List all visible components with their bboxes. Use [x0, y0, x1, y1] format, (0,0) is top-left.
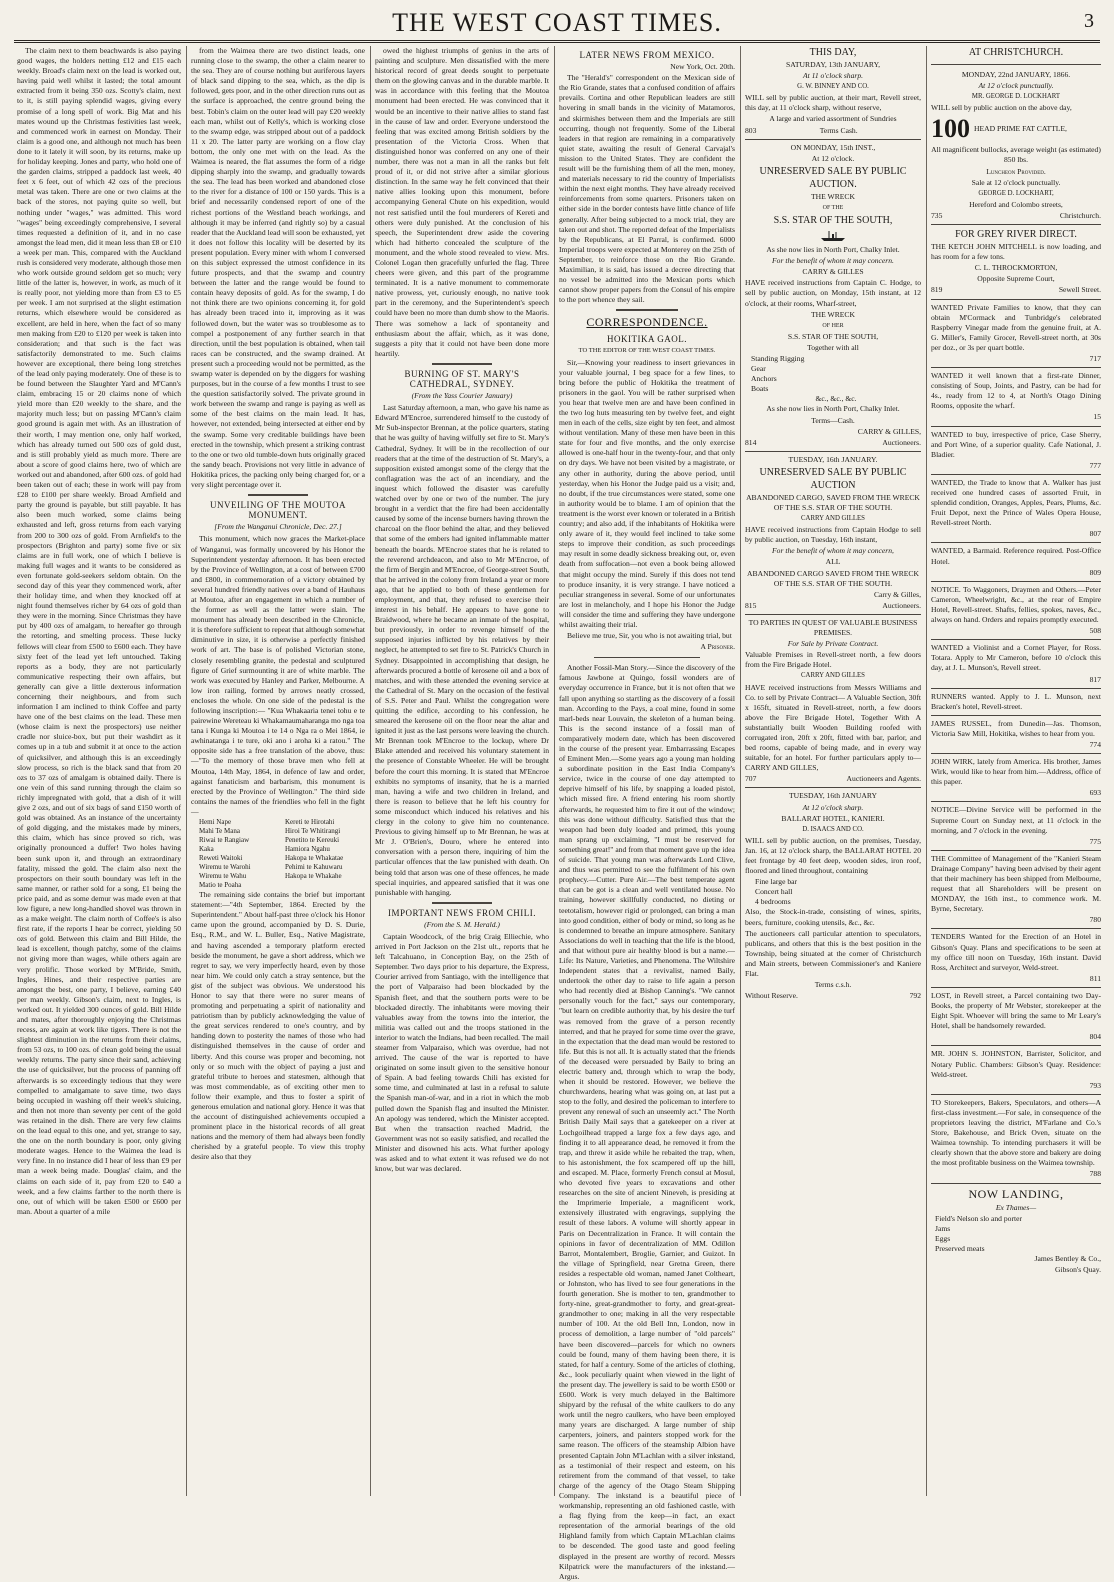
- ad-title: UNRESERVED SALE BY PUBLIC AUCTION: [759, 466, 907, 491]
- ad-street: Sewell Street.: [1058, 285, 1101, 295]
- ad-heading: THIS DAY,: [809, 47, 857, 58]
- ad-ship: S.S. STAR OF THE SOUTH,: [787, 331, 879, 341]
- classified-ad-text: WANTED it well known that a first-rate Dinner, consisting of Soup, Joints, and Pastry, can be had for 4s., ready from 12 to 4, at North's Otago Dining Rooms, opposite the wharf.: [931, 371, 1101, 411]
- cattle-text: HEAD PRIME FAT CATTLE,: [974, 124, 1067, 134]
- ad-addr: Hereford and Colombo streets,: [969, 199, 1063, 209]
- name-item: Hakopa te Whakatae: [285, 854, 344, 863]
- ad-line: Ex Thames—: [995, 1202, 1037, 1212]
- headline-st-marys: BURNING OF ST. MARY'S CATHEDRAL, SYDNEY.: [404, 368, 520, 389]
- headline-mexico: LATER NEWS FROM MEXICO.: [579, 50, 715, 60]
- ad-item: Preserved meats: [935, 1243, 985, 1253]
- ad-line: ABANDONED CARGO SAVED FROM THE WRECK OF THE S.S. STAR OF THE SOUTH.: [747, 568, 919, 588]
- classified-ad: [931, 715, 1101, 750]
- classified-ad-text: NOTICE. To Waggoners, Draymen and Others.—Peter Cameron, Wheelwright, &c., at the rear of Empire Hotel, Revell-street. Shafts, fellies, spokes, naves, &c., always on hand. Orders and repairs promptly executed.: [931, 584, 1101, 625]
- classified-ad: [931, 1045, 1101, 1090]
- ad-number: 707: [745, 774, 757, 784]
- classified-ad-text: WANTED, a Barmaid. Reference required. Post-Office Hotel.: [931, 546, 1101, 566]
- ad-title: BALLARAT HOTEL, KANIERI.: [781, 813, 885, 823]
- ad-line: Luncheon Provided.: [986, 166, 1046, 176]
- name-item: Hamiora Ngahu: [285, 845, 330, 854]
- ad-number: 792: [909, 991, 921, 1001]
- cattle-count: 100: [931, 114, 970, 144]
- ad-line: THE WRECK: [811, 309, 855, 319]
- article-body: The claim next to them beachwards is also paying good wages, the holders netting £12 and £15 each weekly. Broad's claim next on the lead is worked out, having paid well whilst it lasted; the total amount extracted from it being 350 ozs. Scotty's claim, next to it, is still paying splendid wages, giving every promise of a long spell of work. Big Mat and his mates wound up the Christmas festivities last week, and commenced work in earnest on Monday. Their claim is a good one, and although not much has been done to it lately it will soon, by its returns, make up for holiday keeping. Jones and party, who hold one of the garden claims, stripped a paddock last week, 40 feet x 6 feet, out of which 42 ozs of the precious metal was taken. There are one or two claims at the back of the stores, not paying quite so well, but nothing under "wages," was admitted. This word "wages" being exceedingly comprehensive, I several times requested a definition of it, and in no case amongst the lead men, did it mean less than £8 or £10 a week per man. This, compared with the Auckland rush is considered very moderate, although those men who work outside ground seldom get so much; very little of the latter is, however, in work, as much of it is really poor, not yielding more than from £3 to £5 per week. I am not surprised at the slight estimation returns, which elsewhere would be considered as excellent, are held in here, when the fact of so many men making from £20 to £120 per week is taken into consideration; and that such is the fact was satisfactorily demonstrated to me. Such claims however are exceptional, there being long stretches of the lead only paying moderately. One of these is to be found between the Slaughter Yard and M'Cann's claim, embracing 15 or 20 claims none of which yield more than £20 weekly to the share, and the majority much less; but on passing M'Cann's claim good ground is again met with. As an illustration of their worth, I may mention one, only half worked, which has already turned out 500 ozs of gold dust, and is still probably yield as much more. There are about a score of good claims here, two of which are worked out and abandoned, after 600 ozs. of gold had been taken out of each; these in work will pay from £28 to £100 per share weekly. Broad Arnfield and party the ground is payable, but still payable. It has also been much worked, some claims being exhausted and left, gross returns from each varying from 200 to 300 ozs of gold. From Arnfield's to the prospectors (Brighton and party) some five or six claims are in full work, one of which I believe is making full wages and it wants to be considered as even fortunate gold-seekers seldom obtain. On the second day of this year they commenced work, after their holiday time, and when they knocked off at night found themselves richer by 64 ozs of gold than they were in the morning. Since Christmas they have put by 400 ozs of amalgam, to hereafter go through the retorting, and smelting process. These lucky fellows will clear from £500 to £600 each. They have sixty feet of the lead yet left untouched. Taking reports as a body, they are not particularly communicative respecting their own affairs, but generally can give a little dexterous information concerning their neighbours, and from such information I am inclined to think Coffee and party have one of the best claims on the lead. These men (whose claim is next the prospectors) use neither cradle nor sluice-box, but put their washdirt as it comes up in a tub and submit it at once to the action of quicksilver, and although this is an exceedingly slow process, so rich is the black sand that from 20 ozs to 37 ozs of amalgam is obtained daily. There is one vein of this sand running through the claim so richly impregnated with gold, that a dish of it will give 2 ozs, and out of six bags of sand £150 worth of gold was obtained. As an instance of the uncertainty of gold digging, and the mistakes made by miners, this claim, which has since proved so rich, was originally pronounced a duffer! Two holes having been sunk upon it, and through an extraordinary fatality, missed the gold. The claim also next the prospectors on their south boundary was left in the same manner, or rather sold for a song, £1 being the price paid, and as some demur was made even at that low figure, a new long-handled shovel was thrown in as a make weight. The claim north of Coffee's is also first rate, if the reports I hear be correct, yielding 50 ozs of gold. Between this claim and Bill Hilde, the lead is excellent, though patchy, some of the claims not giving more than wages, while others again are very prolific. Those worked by M'Bride, Smith, Ingles, Hines, and their respective parties are amongst the best, one party, I believe, earning £40 per man weekly. Gibson's claim, next to Ingles, is worked out. It yielded 300 ounces of gold. Bill Hilde and mates, after thoroughly enjoying the Christmas recess, are again at work like tigers. There is not the slightest diminution in the returns from their claims, from 53 ozs, to 100 ozs. of clean gold being the usual weekly returns. The party since their sand, achieving the use of quicksilver, but the process of panning off afterwards is so exceedingly tedious that they were compelled to amalgamate to save time, two days being occupied in washing off their week's sluicing, and then not more than seventy per cent of the gold was retained in the dish. There are very few claims on the lead equal to this one, and yet, strange to say, the one on the north boundary is poor, only giving moderate wages. Hence to the Waimea the lead is very fine. In no instance did I hear of less than £9 per man a week being made. Douglas' claim, and the claims on each side of it, pay from £20 to £40 a week, and a few claims farther to the north there is one, out of which will be taken £500 or £600 per man. About a quarter of a mile: [17, 46, 181, 1216]
- ad-firm: CARRY & GILLES,: [857, 426, 921, 436]
- ad-footer-text: Without Reserve.: [745, 991, 798, 1001]
- classified-ad-number: 811: [1089, 973, 1101, 983]
- classified-ad-text: LOST, in Revell street, a Parcel containing two Day-Books, the property of Mr Webster, storekeeper at the Eight Spit. Whoever will bring the same to Mr Leary's Hotel, shall be handsomely rewarded.: [931, 990, 1101, 1031]
- ad-role: Auctioneers.: [882, 437, 921, 447]
- classified-ad: [931, 426, 1101, 471]
- now-landing-ad: [931, 1183, 1101, 1276]
- ad-body: HAVE received instructions from Captain Hodge to sell by public auction, on Tuesday, 16th instant,: [745, 525, 921, 545]
- auction-ad-cargo: [745, 451, 921, 611]
- classified-ad-number: 804: [1089, 1032, 1101, 1042]
- headline-moutoa: UNVEILING OF THE MOUTOA MONUMENT.: [210, 500, 346, 521]
- ad-body: WILL sell by public auction, at their mart, Revell street, this day, at 11 o'clock sharp, without reserve,: [745, 93, 921, 113]
- ad-items: [745, 354, 921, 404]
- source-line: (From the S. M. Herald.): [424, 919, 500, 929]
- ad-body: WILL sell by public auction on the above day,: [931, 103, 1072, 113]
- article-body: Last Saturday afternoon, a man, who gave his name as Edward M'Encroe, surrendered himself to the custody of Mr Sub-inspector Brennan, at the police quarters, stating that he was guilty of having wilfully set fire to St. Mary's Cathedral, Sydney. It will be in the recollection of our readers that at the time of the destruction of St. Mary's, a supposition existed amongst some of the clergy that the conflagration was the act of an incendiary, and the inquest which followed the disaster was carefully watched over by one or two of the number. The jury brought in a verdict that the fire had been accidentally caused by some of the incense burners having thrown the charcoal on the floor behind the altar, and they believed that some of the embers had ignited inflammable matter beneath the boards. M'Encroe states that he is related to the reverend archdeacon, and also to Mr M'Encroe, of the firm of Bergin and M'Encroe, of George-street South, that he arrived in the colony from Ireland a year or more ago, that he applied to both of these gentlemen for employment, and that, they refused to exercise their interest in his behalf. He appears to have gone to Braidwood, where he became an inmate of the hospital, but previously, in order to revenge himself of the supposed injuries inflicted by his relatives by their neglect, he attempted to set fire to St. Patrick's Church in Sydney. Disappointed in accomplishing that design, he afterwards procured a bottle of kerosene oil and a box of matches, and with these attended the evening service at the Cathedral of St. Mary on the occasion of the festival of S.S. Peter and Paul. Whilst the congregation were quitting the edifice, according to his confession, he smeared the kerosene oil on the floor near the altar and ignited it just as the last persons were leaving the church. Mr Brennan took M'Encroe to the lockup, where Dr Blake attended and received his voluntary statement in the presence of Constable Wheeler. He will be brought before the court this morning. It is stated that M'Encroe exhibits no symptoms of insanity, that he is a married man, having a wife and two children in Ireland, and there is reason to believe that he left his country for some misconduct which induced his relatives and his clergy in the colony to give him no countenance. Previous to giving himself up to Mr Brennan, he was at Mr J. O'Brien's, Douro, where he entered into conversation with a person there, inquiring of him the particular offences that the law punished with death. On being told that arson was one of these offences, he made special inquiries, and appeared satisfied that it was one punishable with hanging.: [375, 403, 550, 897]
- ad-date: SATURDAY, 13th JANUARY,: [786, 60, 880, 69]
- ad-number: 803: [745, 125, 757, 135]
- article-separator: [616, 309, 678, 311]
- ad-footer: [931, 285, 1101, 295]
- article-body: Captain Woodcock, of the brig Craig Elliechie, who arrived in Port Jackson on the 21st ult., reports that he left Talcahuano, in Conception Bay, on the 25th of September. Two days prior to his departure, the Express, Courier arrived from Santiago, with the intelligence that the port of Valparaiso had been blockaded by the Spanish fleet, and that the southern ports were to be blockaded directly. The inhabitants were moving their valuables away from the towns into the interior, the militia was called out and the troops stationed in the interior to watch the Indians, had been recalled. The mail steamer from Valparaiso, which was overdue, had not arrived. The cause of the war is reported to have originated on some insult given to the sensitive honour of Spain. A bad feeling towards Chili has existed for some time, and culminated at last in a refusal to salute the Spanish man-of-war, and in a riot in which the mob pulled down the Spanish flag and insulted the Minister. An apology was tendered, which the Minister accepted. But when the transaction reached Madrid, the Government was not so easily satisfied, and recalled the Minister and disowned his acts. What further apology was asked and to what extent it was refused we do not know, but war was declared.: [375, 931, 549, 1174]
- names-list-right: [285, 818, 365, 890]
- cattle-line: [931, 116, 1101, 142]
- ad-terms: Terms c.s.h.: [814, 980, 852, 990]
- classified-ad: [931, 474, 1101, 540]
- classified-ad-number: 15: [1093, 412, 1101, 422]
- ad-role: Auctioneers.: [882, 600, 921, 610]
- ad-number: 735: [931, 210, 943, 220]
- ad-footer: [745, 774, 921, 784]
- article-separator: [432, 902, 493, 904]
- ad-item: Standing Rigging: [751, 353, 805, 363]
- rule: [931, 64, 1101, 65]
- ad-line: As she now lies in North Port, Chalky Inlet.: [766, 245, 900, 255]
- ad-body: The auctioneers call particular attention to speculators, publicans, and others that this is the best position in the Township, being situated at the corner of Christchurch and Main streets, between Commissioner's and Kaniere Flat.: [745, 928, 921, 979]
- ad-line: ALL: [825, 557, 841, 567]
- classified-ad: [931, 987, 1101, 1042]
- classified-ad-text: RUNNERS wanted. Apply to J. L. Munson, next Bracken's hotel, Revell-street.: [931, 691, 1101, 711]
- ad-items: [745, 877, 921, 907]
- ad-number: 815: [745, 600, 757, 610]
- newspaper-title: THE WEST COAST TIMES.: [392, 8, 722, 37]
- ad-line: OF THE: [822, 204, 844, 211]
- letter-signature: A Prisoner.: [700, 642, 735, 652]
- article-body: The "Herald's" correspondent on the Mexican side of the Rio Grande, states that a confused condition of affairs prevails. Cortina and other Republican leaders are still hovering in small bands in the vicinity of Matamoros, and skirmishes between them and the Imperials are still occurring, though not frequently. Some of the Liberal leaders in that region are remaining in a comparatively quiet state, awaiting the result of General Carvajal's mission to the United States. They are confident the result will be the furnishing them of all the men, money, and materials necessary to rid the country of Imperialists within the next eight months. They have already received reinforcements from some quarters. Prisoners taken on either side in the border contests have little chance of life generally. After being subjected to a mock trial, they are taken out and shot. The reported defeat of the Imperialists by the Republicans, at El Parral, is confirmed. 6000 Imperial troops were expected at Monterey on the 25th of September, to reinforce those on the Rio Grande. Maximilian, it is said, has issued a decree directing that no vessel be admitted into the Mexican ports which cannot show proper papers from the Consul of his empire to the port whence they sail.: [559, 73, 735, 305]
- ad-date: TUESDAY, 16th JANUARY.: [788, 454, 878, 464]
- classified-ad-text: TENDERS Wanted for the Erection of an Hotel in Gibson's Quay. Plans and specifications to be seen at my office till noon on Tuesday, 16th instant. David Ross, Architect and surveyor, Weld-street.: [931, 932, 1101, 972]
- article-body: This monument, which now graces the Market-place of Wanganui, was formally uncovered by his Honor the Superintendent yesterday afternoon. It has been erected by the Province of Wellington, at a cost of between £700 and £800, in commemoration of a victory obtained by several hundred friendly natives over a band of Hauhaus at Moutoa, after an engagement in which a number of the former as well as the latter were slain. The monument has already been described in the Chronicle, it is therefore sufficient to repeat that although somewhat diminutive in size, it is otherwise a perfectly finished work of art. The base is of polished Victorian stone, closely resembling granite, the pedestal and sculptured figure of Grief surmounting it are of white marble. The work was executed by Hanley and Parker, Melbourne. A low iron railing, formed by arrows neatly crossed, encloses the whole. On one side of the pedestal is the following inscription:— "Kua Whakaaria tenei tohu e te pairewine Wereteau ki Whakamaumaharanga mo nga toa tana i Kunga ki Moutoa i te 14 o Nga ra o Mei 1864, ie awhinatanga i te ture, oki ano i aroha ki a ratou." The opposite side has a free translation of the above, thus:—"To the memory of those brave men who fell at Moutoa, 14th May, 1864, in defence of law and order, against fanaticism and barbarism, this monument is erected by the Province of Wellington." The third side contains the names of the friendlies who fell in the fight—: [191, 534, 365, 816]
- ad-sig: GEORGE D. LOCKHART,: [978, 189, 1054, 197]
- ad-line: OF HER: [822, 322, 844, 329]
- headline-gaol: HOKITIKA GAOL.: [607, 334, 687, 345]
- ad-body: HAVE received instructions from Messrs Williams and Co. to sell by Private Contract— A Valuable Section, 30ft x 165ft, situated in Revell-street, north, a few doors above the Fire Brigade Hotel, Together With A substantially built Wooden Building roofed with corrugated iron, 20ft x 20ft, fitted with bar, parlor, and bed rooms, capable of being made, and in every way suitable, for an hotel. For further particulars apply to— CARRY AND GILLES,: [745, 682, 921, 773]
- classified-ad-number: 774: [1089, 739, 1101, 749]
- ad-item: 4 bedrooms: [755, 897, 791, 907]
- classified-ad-text: JAMES RUSSEL, from Dunedin—Jas. Thomson, Victoria Saw Mill, Hokitika, wishes to hear from you.: [931, 718, 1101, 738]
- ad-line: For the benefit of whom it may concern,: [772, 546, 894, 556]
- ad-number: 814: [745, 437, 757, 447]
- ad-footer: [745, 991, 921, 1001]
- classified-ad: [931, 688, 1101, 712]
- column-divider: [926, 46, 927, 1496]
- classified-ad-number: 793: [1089, 1080, 1101, 1090]
- ad-subtitle: For Sale by Private Contract.: [787, 639, 879, 649]
- ad-firm: Carry & Gilles,: [873, 589, 921, 599]
- classified-ad: [931, 928, 1101, 983]
- private-contract-ad: [745, 614, 921, 785]
- headline-correspondence: CORRESPONDENCE.: [586, 315, 708, 330]
- column-1: [14, 46, 184, 1496]
- ad-time: At 11 o'clock sharp.: [802, 71, 864, 81]
- ad-item: Boats: [751, 384, 769, 394]
- classified-ad-text: THE Committee of Management of the "Kanieri Steam Drainage Company" having been advised by their agent that their machinery has been shipped from Melbourne, request that all Shareholders will be present on MONDAY, the 16th inst., to commence work. M. Byrne, Secretary.: [931, 853, 1101, 914]
- ad-firm: CARRY & GILLES: [802, 267, 864, 277]
- classified-ad: [931, 753, 1101, 798]
- auction-ad-wreck: [745, 139, 921, 448]
- ad-city: Christchurch.: [1059, 210, 1101, 220]
- classified-ad-text: TO Storekeepers, Bakers, Speculators, and others—A first-class investment.—For sale, in consequence of the proprietors leaving the district, M'Farlane and Co.'s Store, Bakehouse, and Brick Oven, situate on the Waimea township. To intending purchasers it will be clearly shown that the above store and bakery are doing the most profitable business on the Waimea township.: [931, 1097, 1101, 1168]
- ad-line: Together with all: [807, 342, 859, 352]
- column-6: [928, 46, 1104, 1496]
- classified-ad-text: WANTED to buy, irrespective of price, Case Sherry, and Port Wine, of a superior quality. Cafe National, J. Bladier.: [931, 429, 1101, 459]
- column-4: [556, 46, 738, 1581]
- ad-date: MONDAY, 22nd JANUARY, 1866.: [961, 70, 1071, 79]
- classified-ad-text: NOTICE—Divine Service will be performed in the Supreme Court on Sunday next, at 11 o'clock in the morning, and 7 o'clock in the evening.: [931, 805, 1101, 835]
- ad-line: THE WRECK: [811, 191, 855, 201]
- ad-addr: Gibson's Quay.: [1054, 1265, 1101, 1275]
- classified-ad: [931, 1094, 1101, 1180]
- source-line: (From the Yass Courier January): [411, 391, 513, 401]
- name-item: Kaka: [199, 845, 214, 854]
- name-item: Matio te Poaha: [199, 881, 242, 890]
- name-item: Riwai te Rangiaw: [199, 836, 250, 845]
- ad-terms: Terms—Cash.: [811, 415, 855, 425]
- classified-ad-number: 817: [1089, 674, 1101, 684]
- name-item: Kereti te Hirotahi: [285, 818, 335, 827]
- classified-ad-number: 807: [1089, 529, 1101, 539]
- ad-title: TO PARTIES IN QUEST OF VALUABLE BUSINESS PREMISES.: [748, 617, 918, 638]
- ad-items: [931, 1214, 1101, 1254]
- classified-ad: [931, 639, 1101, 684]
- classified-ad-number: 717: [1089, 353, 1101, 363]
- classified-ad-number: 775: [1089, 836, 1101, 846]
- masthead: [0, 0, 1114, 44]
- letter-body: Sir,—Knowing your readiness to insert grievances in your valuable journal, I beg space for a few lines, to bring before the public of Hokitika the treatment of prisoners in the gaol. You will be rather surprised when you hear that twelve men are and have been confined in the two log huts measuring ten by twelve feet, and eight men in each of the cells, size eight by ten feet, and almost without ventilation. Many of these men have been in this state for four and five months, and the only exercise allowed is one-half hour in the twenty-four, and that only on dry days. We have not been visited by a magistrate, or any other in authority, during the above period, until yesterday, when his Honor the Judge paid us a visit; and, no doubt, if the true circumstances were stated, some one in authority would be to blame. I am of opinion that the treatment is the worst ever known or tolerated in a British country; and also add, if the inhabitants of Hokitika were only aware of it, they would feel inclined to take some steps to improve their condition, as such proceedings may result in some deadly sickness breaking out, or, even death from suffocation—not even a book being allowed that might occupy the mind. Surely if this does not tend to produce insanity, it is very strange. I have noticed a peculiar strangeness in several. Some of our unfortunates are lost in melancholy, and I hope his Honor the Judge will consider the time and suffering they have undergone whilst awaiting their trial.: [559, 357, 735, 629]
- ad-item: Concert hall: [755, 887, 793, 897]
- ad-number: 819: [931, 285, 943, 295]
- name-item: Hemi Nape: [199, 818, 232, 827]
- ad-firm: CARRY AND GILLES: [801, 672, 865, 680]
- article-body: from the Waimea there are two distinct leads, one running close to the swamp, the other a claim nearer to the sea. They are of course nothing but auriferous layers of black sand dipping to the sea, which, as the dip is followed, gets poor, and in the other direction runs out as the surface is approached, the centre ground being the best. Tobin's claim on the outer lead will pay £20 weekly each man, whilst out of Kelly's, which is working close to the swamp edge, was stripped about out of a paddock 11 x 20. The latter party are working on a flow clay bottom, the only one met with on the lead. As the Waimea is neared, the flat assumes the form of a ridge dipping sharply into the swamp, and gradually towards the sea. The lead has been worked and abandoned close to the river for a distance of 100 or 150 yards. This is a brief and necessarily condensed report of one of the richest portions of the Westland beach workings, and although it may be inferred (and rightly so) by a casual reader that the Auckland lead will soon be exhausted, yet it does not follow this locality will be deserted by its present population. Every miner with whom I conversed on this subject expressed the utmost confidence in its future prospects, and that the swamp and country between the latter and the range would be found to contain heavy deposits of gold. As for the swamp, I do not think there are two opinions concerning it, for gold has already been traced into it, improving as it was followed down, but the water was so troublesome as to compel a postponement of any further search in that direction, until the best population is obtained, when tail races can be constructed, and the swamp drained. At present such a proceeding would not be permitted, as the swamp water is depended on by the diggers for washing purposes, but in the course of a few months I trust to see the question satisfactorily solved. The private ground in work between the swamp and range is paying as well as some of the best claims on the main lead. It has, however, not extended, being intersected at either end by the swamp. Some very creditable buildings have been erected in the township, which present a striking contrast to the one or two old tumble-down huts originally graced the sandy beach. Provisions not very little in advance of Hokitika prices, the packing only being charged for, or a very slight percentage over it.: [191, 46, 365, 490]
- ad-title: NOW LANDING,: [968, 1186, 1064, 1201]
- name-item: Penetito te Kereuki: [285, 836, 340, 845]
- column-divider: [740, 46, 741, 1496]
- ad-time: At 12 o'clock punctually.: [978, 81, 1054, 91]
- classified-ad-text: WANTED, the Trade to know that A. Walker has just received one hundred cases of assorted Fruit, in splendid condition, Oranges, Apples, Pears, Plums, &c. Fruit Depot, next the Prince of Wales Opera House, Revell-street North.: [931, 477, 1101, 528]
- classified-ad-text: MR. JOHN S. JOHNSTON, Barrister, Solicitor, and Notary Public. Chambers: Gibson's Quay. Residence: Weld-street.: [931, 1049, 1101, 1079]
- ad-firm: CARRY AND GILLES: [801, 515, 865, 523]
- ad-footer: [745, 438, 921, 448]
- ad-goods: A large and varied assortment of Sundries: [769, 114, 897, 124]
- ad-body: THE KETCH JOHN MITCHELL is now loading, and has room for a few tons.: [931, 242, 1101, 262]
- name-item: Pehimi te Kahuwaru: [285, 863, 343, 872]
- letter-closing: Believe me true, Sir, you who is not awaiting trial, but: [567, 631, 732, 641]
- ad-line: Sale at 12 o'clock punctually.: [971, 177, 1061, 187]
- miscellany-body: Another Fossil-Man Story.—Since the discovery of the famous Jawbone at Quingo, fossil wonders are of everyday occurrence in France, but it is not often that we fall upon anything so startling as the discovery of a fossil man. According to the Pays, a coal mine, found in some marl-beds near Louvain, the skeleton of a human being. This is the second instance of a fossil man of comparatively modern date, which has been discovered in the course of the present year. Embarrassing Escapes of Eminent Men.—Some years ago a young man holding a subordinate position in the East India Company's service, twice in the course of one day attempted to deprive himself of his life, by snapping a loaded pistol, which missed fire. A friend entering his room shortly afterwards, he requested him to fire it out of the window; this was done without difficulty. Satisfied thus that the weapon had been duly loaded and primed, this young man sprang up exclaiming, "I must be reserved for something great!" and from that moment gave up the idea of suicide. That young man was afterwards Lord Clive, and thus was permitted to see the fulfilment of his own prophecy.—Cutter. Pure Air.—The best temperate agent that can be got is a clean and well ventilated house. No training, however skillfully conducted, no dieting or teetotalism, however rigid or prolonged, can bring a man into good condition, either of body or mind, so long as he is condemned to breathe an impure atmosphere. Sanitary Associations do well in teaching that the life is the blood, and that without pure air healthy blood is but a name.—Life: Its Nature, Varieties, and Phenomena. The Wiltshire Independent states that a revivalist, named Baily, undertook the other day to raise to life again a person who had recently died at Bishop Canning's. "We cannot personally vouch for the fact," says our contemporary, "but learn on credible authority that, by his desire the turf was removed from the grave of a person recently interred, and that he prayed for some time over the grave, in the expectation that the dead man would be restored to life. But this is not all. It is actually stated that the friends of the deceased were persuaded by Baily to bring an electric battery and, through which to wrap the body, when it should be restored. However, we believe the churchwardens, hearing what was going on, at last put a stop to the folly, and desired the policeman to interfere to prevent any renewal of such an unseemly act." The North British Daily Mail says that a gatekeeper on a river at Lochgoilhead trapped a large fox a few days ago, and finding it to all appearance dead, he removed it from the trap, and threw it aside while he rebaited the trap, when, to his astonishment, the fox scampered off up the hill, and escaped. M. Place, formerly French consul at Mosul, who devoted five years to excavations and other researches on the site of ancient Nineveh, is presiding at the Imprimerie Imperiale, a magnificent work, extensively illustrated with engravings, supplying the result of these labors. A volume will shortly appear in Paris on Decentralization in France. It will contain the opinions in favor of decentralization of MM. Odillon Barrot, Montalembert, Broglie, Garnier, and Guizot. In the village of Springfield, near Gretna Green, there resides a respectable old woman, named Janet Coltheart, or Johnston, who has lived to see four generations in the fourth generation. She is mother to ten, grandmother to forty-nine, great-grandmother to forty, and great-great-grandmother to one; making in all the very respectable number of 100. At the old Bell Inn, London, now in process of demolition, a large number of "old parcels" have been discovered—parcels for which no owners could be found, many of them having been there, it is stated, for half a century. Some of the articles of clothing, &c., look peculiarly quaint when viewed in the light of the present day. The jewellery is said to be worth £500 or £600. Work is very much delayed in the Baltimore shipyard by the refusal of the white caulkers to do any work until the negro caulkers, who have been employed many years are discharged. A large number of ship carpenters, joiners, and painters stopped work for the same reason. The officers of the steamship Albion have presented Captain John M'Lachlan with a silver inkstand, as a testimonial of their respect and esteem, on his retirement from the command of that vessel, to take charge of the agency of the Otago Steam Shipping Company. The inkstand is a beautiful piece of workmanship, representing an old fashioned castle, with a flag flying from the keep—in fact, an exact representation of the armorial bearings of the old Highland family from which Captain M'Lachlan claims to be descended. The good taste and good feeling displayed in the present are worthy of record. Messrs Kilpatrick were the manufacturers of the inkstand.—Argus.: [559, 663, 735, 1581]
- name-item: Wiremu te Warohi: [199, 863, 251, 872]
- column-divider: [554, 46, 555, 1496]
- ad-body: Also, the Stock-in-trade, consisting of wines, spirits, beers, furniture, cooking utensils, &c., &c.: [745, 907, 921, 927]
- masthead-rule: [14, 40, 1100, 43]
- ad-line: As she now lies in North Port, Chalky Inlet.: [766, 404, 900, 414]
- article-separator: [248, 494, 309, 496]
- dateline: New York, Oct. 20th.: [670, 62, 735, 72]
- classified-ad: [931, 801, 1101, 846]
- ad-sig: C. L. THROCKMORTON,: [974, 263, 1058, 273]
- ad-body: WILL sell by public auction, on the premises, Tuesday, Jan. 16, at 12 o'clock sharp, the BALLARAT HOTEL 20 feet frontage by 40 feet deep, wooden sides, iron roof, floored and lined throughout, containing: [745, 835, 921, 876]
- ad-ship: S.S. STAR OF THE SOUTH,: [773, 215, 893, 227]
- ad-sig: James Bentley & Co.,: [1034, 1254, 1101, 1263]
- classified-ad: [931, 542, 1101, 577]
- ad-body: HAVE received instructions from Captain C. Hodge, to sell by public auction, on Monday, 15th instant, at 12 o'clock, at their rooms, Wharf-street,: [745, 278, 921, 308]
- ad-item: Gear: [751, 364, 766, 374]
- ad-firm: D. ISAACS AND CO.: [802, 825, 864, 833]
- ad-title: FOR GREY RIVER DIRECT.: [955, 229, 1077, 241]
- classified-ad-text: WANTED Private Families to know, that they can obtain M'Cormack and Tunbridge's celebrated Raspberry Vinegar made from the genuine fruit, at A. G. Miller's, Family Grocer, Revell-street north, at 30s per doz., or 3s per quart bottle.: [931, 302, 1101, 352]
- ad-time: At 12 o'clock.: [811, 153, 855, 163]
- ad-item: Eggs: [935, 1233, 951, 1243]
- ad-item: Field's Nelson slo and porter: [935, 1213, 1022, 1223]
- names-list-left: [199, 818, 279, 890]
- ad-date: TUESDAY, 16th JANUARY: [789, 791, 877, 801]
- ad-footer: [745, 601, 921, 611]
- article-separator: [432, 363, 493, 365]
- page-number: 3: [1084, 10, 1094, 32]
- ad-footer: [745, 126, 921, 136]
- classified-ad-number: 508: [1089, 626, 1101, 636]
- ad-line: For the benefit of whom it may concern.: [772, 256, 894, 266]
- ad-title: UNRESERVED SALE BY PUBLIC AUCTION.: [759, 165, 907, 190]
- article-separator: [594, 657, 700, 658]
- column-divider: [370, 46, 371, 1496]
- classified-ad-number: 777: [1089, 460, 1101, 470]
- name-item: Mahi Te Mana: [199, 827, 240, 836]
- classified-ad: [931, 367, 1101, 422]
- classified-ad-text: JOHN WIRK, lately from America. His brother, James Wirk, would like to hear from him.—Address, office of this paper.: [931, 757, 1101, 787]
- ad-body: Valuable Premises in Revell-street north, a few doors from the Fire Brigade Hotel.: [745, 650, 921, 670]
- ad-footer: [931, 211, 1101, 221]
- ad-firm: G. W. BINNEY AND CO.: [797, 83, 869, 91]
- ship-icon: [819, 230, 847, 242]
- grey-river-ad: [931, 224, 1101, 295]
- ad-item: Jams: [935, 1223, 951, 1233]
- ad-item: Anchors: [751, 374, 777, 384]
- ad-item: &c., &c., &c.: [815, 394, 857, 404]
- ad-terms: Terms Cash.: [819, 125, 858, 135]
- names-list: [191, 818, 365, 890]
- editor-line: TO THE EDITOR OF THE WEST COAST TIMES.: [578, 347, 716, 355]
- ad-line: All magnificent bullocks, average weight (as estimated) 850 lbs.: [931, 145, 1101, 165]
- ad-firm: MR. GEORGE D. LOCKHART: [971, 93, 1061, 101]
- classified-ads: [931, 299, 1101, 1180]
- classified-ad: [931, 850, 1101, 926]
- ad-addr: Opposite Supreme Court,: [977, 274, 1055, 284]
- source-line: [From the Wanganui Chronicle, Dec. 27.]: [214, 522, 342, 532]
- classified-ad-number: 780: [1089, 915, 1101, 925]
- ballarat-hotel-ad: [745, 787, 921, 1001]
- name-item: Hakopa te Whakahe: [285, 872, 342, 881]
- name-item: Wiremu te Wahu: [199, 872, 247, 881]
- classified-ad-number: 693: [1089, 788, 1101, 798]
- classified-ad: [931, 581, 1101, 636]
- column-2: [188, 46, 368, 1496]
- ad-line: ABANDONED CARGO, SAVED FROM THE WRECK OF THE S.S. STAR OF THE SOUTH.: [746, 492, 920, 512]
- article-body: The remaining side contains the brief but important statement:—"4th September, 1864. Erected by the Superintendent." About half-past three o'clock his Honor came upon the ground, accompanied by D. S. Durie, Esq., R.M., and W. L. Buller, Esq., Native Magistrate, and having ascended a temporary platform erected beside the monument, he gave a short address, which we regret to say, we very imperfectly heard, even by those near him. We could only catch a stray sentence, but the gist of the subject was obvious. We understood his Honor to say that there were no surer means of promoting and perpetuating a spirit of nationality and patriotism than by publicly acknowledging the value of the great services rendered to one's country, and by handing down to posterity the names of those who had distinguished themselves in the cause of order and liberty. And this course was proper and becoming, not only or so much with the object of paying a just and grateful tribute to heroes and statesmen, although that was most commendable, as of exciting other men to follow their example, and thus to foster a spirit of generous emulation and national glory. Hence it was that the account of distinguished achievements occupied a prominent place in the historical records of all great nations and the memory of them had always been fondly cherished by a grateful people. To view this trophy desire also that they: [191, 890, 365, 1162]
- classified-ad: [931, 299, 1101, 365]
- article-body: owed the highest triumphs of genius in the arts of painting and sculpture. Men dissatisfied with the mere historical record of great deeds sought to perpetuate them on the glowing canvas and in the durable marble. It was in accordance with this feeling that the Moutoa monument had been erected. He was convinced that it would be an incentive to their native allies to stand fast in the cause of law and order. Everyone understood the feeling that was excited among British soldiers by the presentation of the Victoria Cross. When that distinguished honor was conferred on any one of their number, there was not a man in all the ranks but felt proud of it, or did not strive after a similar glorious distinction. In the same way he felt convinced that their native allies looking upon this monument, before accompanying General Chute on his expedition, would not rest satisfied until the foul murderers of Kereti and others were duly punished. At the conclusion of his speech, the Superintendent drew aside the covering which had hitherto concealed the sculpture of the monument, and the whole stood revealed to view. Mrs. Colonel Logan then gracefully unfurled the flag. Three cheers were given, and this part of the programme terminated. It is a native monument to commemorate native prowess, yet, curiously enough, no native took part in the ceremony, and the Superintendent's speech could have been no more than dumb show to the Maoris. There was somehow a lack of spontaneity and enthusiasm about the affair, which, as it was done, suggests a pity that it could not have been done more heartily.: [375, 46, 549, 358]
- ad-item: Fine large bar: [755, 877, 798, 887]
- name-item: Hiroi Te Whitirangi: [285, 827, 341, 836]
- classified-ad-text: WANTED a Violinist and a Cornet Player, for Ross. Totara. Apply to Mr Cameron, before 10 o'clock this day, at J. L. Munson's, Revell street.: [931, 643, 1101, 673]
- ad-role: Auctioneers and Agents.: [846, 774, 921, 784]
- column-3: [372, 46, 552, 1496]
- column-5: [742, 46, 924, 1496]
- ad-time: At 12 o'clock sharp.: [802, 802, 864, 812]
- classified-ad-number: 809: [1089, 567, 1101, 577]
- name-item: Reweti Waitoki: [199, 854, 243, 863]
- column-divider: [186, 46, 187, 1496]
- ad-date: ON MONDAY, 15th INST.,: [790, 142, 876, 152]
- section-heading: AT CHRISTCHURCH.: [968, 47, 1064, 58]
- headline-chili: IMPORTANT NEWS FROM CHILI.: [387, 907, 537, 918]
- classified-ad-number: 788: [1089, 1169, 1101, 1179]
